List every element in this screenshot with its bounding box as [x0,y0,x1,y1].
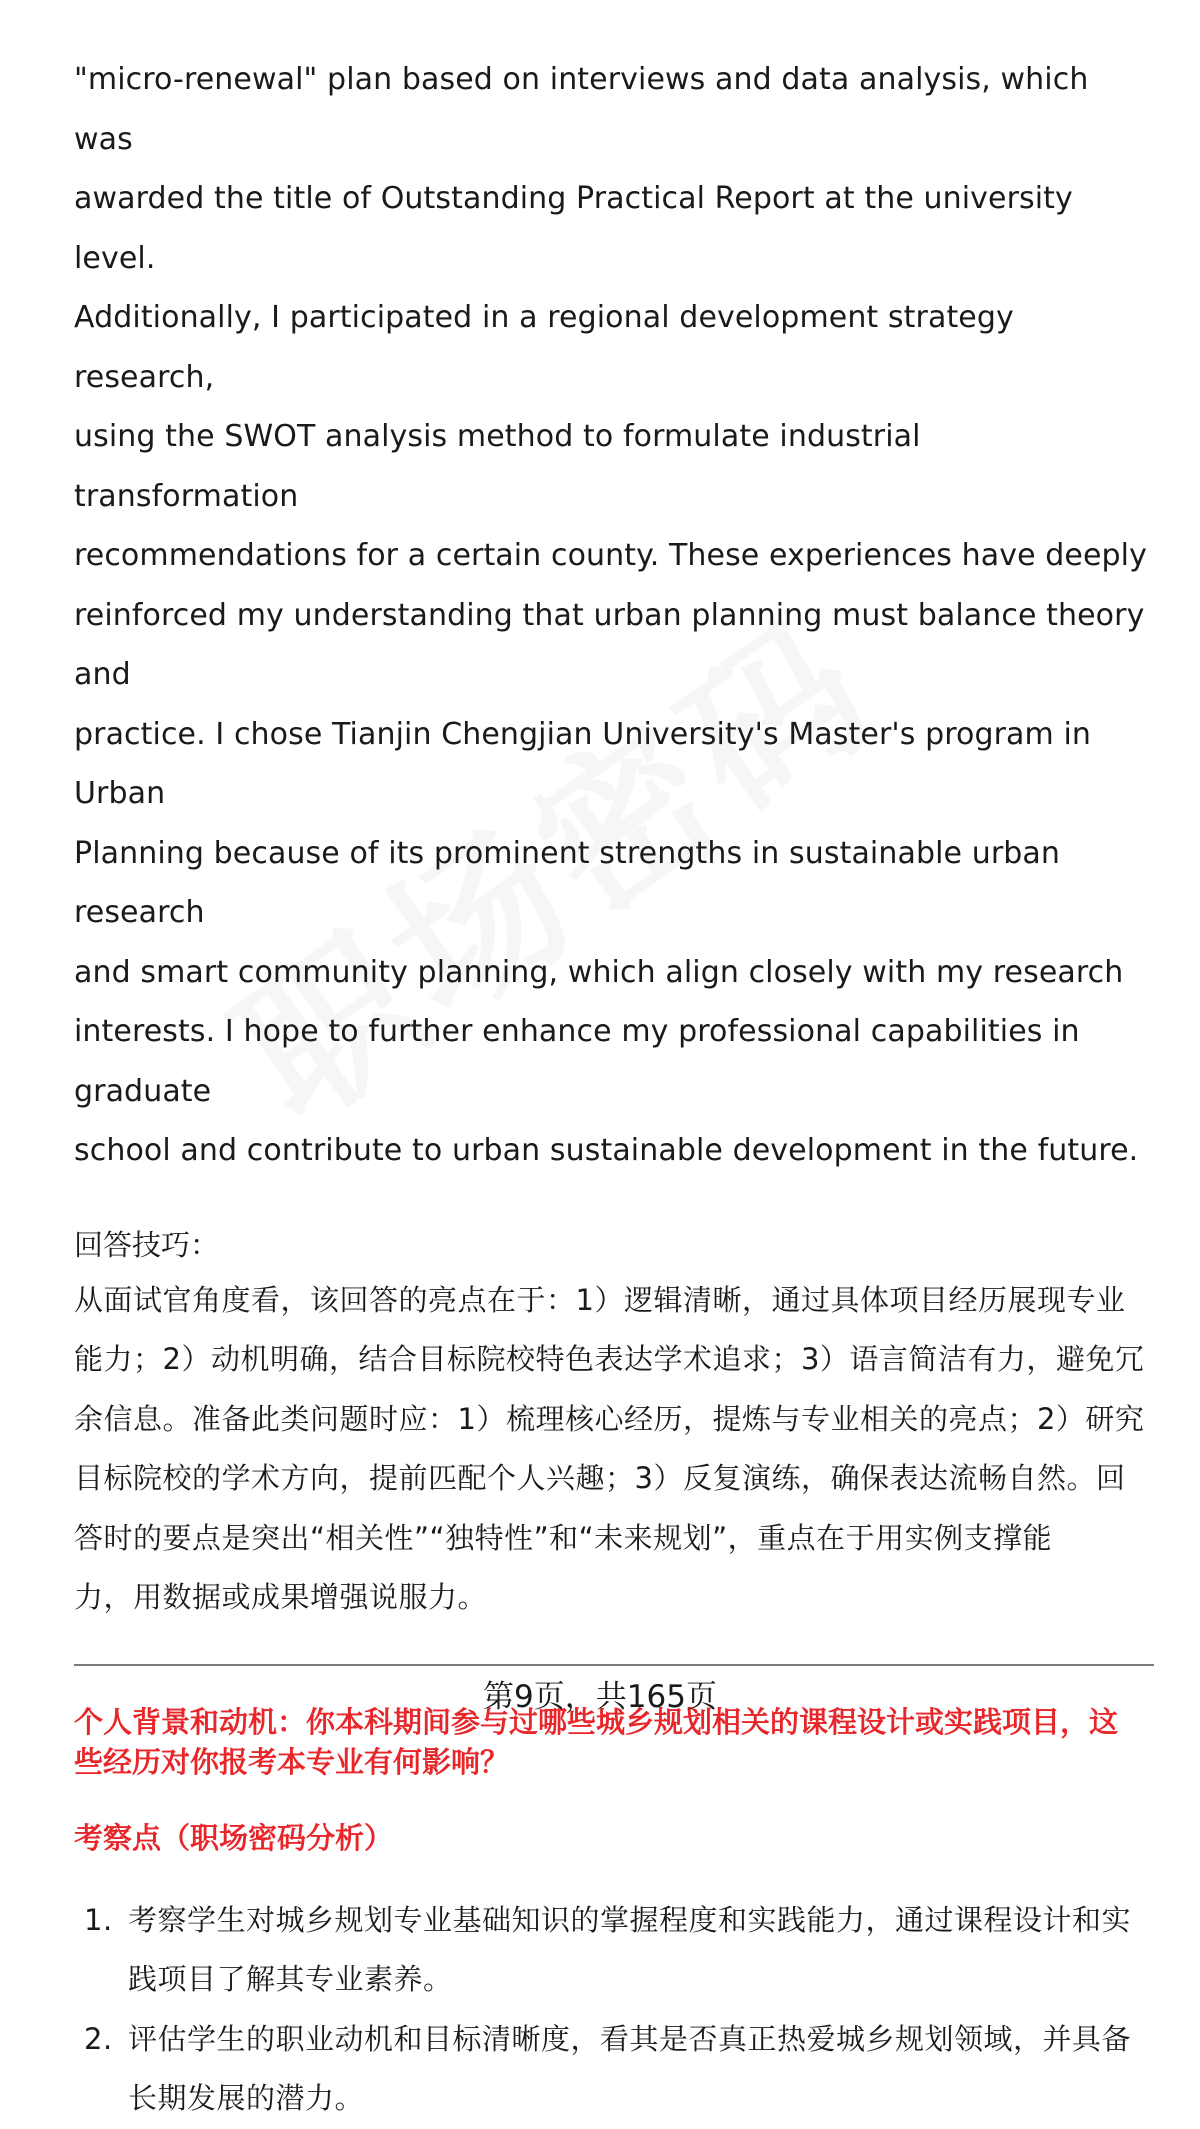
intro-line: practice. I chose Tianjin Chengjian University's Master's program in Urban [74,716,1092,811]
tips-paragraph [74,1271,1154,1628]
list-item-number: 2. [84,2021,113,2056]
document-page [74,50,1154,2129]
tips-line: 从面试官角度看，该回答的亮点在于：1）逻辑清晰，通过具体项目经历展现专业 [74,1282,1126,1317]
tips-line: 目标院校的学术方向，提前匹配个人兴趣；3）反复演练，确保表达流畅自然。回 [74,1461,1126,1495]
analysis-title: 考察点（职场密码分析） [74,1820,394,1855]
intro-line: and smart community planning, which align closely with my research [74,954,1124,990]
list-item-line: 考察学生对城乡规划专业基础知识的掌握程度和实践能力，通过课程设计和实 [128,1902,1132,1937]
tips-line: 力，用数据或成果增强说服力。 [74,1580,488,1614]
intro-line: recommendations for a certain county. These experiences have deeply [74,538,1147,573]
intro-line: reinforced my understanding that urban planning must balance theory and [74,597,1145,692]
intro-line: awarded the title of Outstanding Practical Report at the university level. [74,181,1073,276]
list-item-line: 长期发展的潜力。 [128,2081,365,2115]
list-item-line: 评估学生的职业动机和目标清晰度，看其是否真正热爱城乡规划领域，并具备 [128,2021,1132,2056]
intro-paragraph [74,50,1154,1181]
intro-line: Additionally, I participated in a regional development strategy research, [74,300,1014,395]
list-item [74,1891,1154,2010]
tips-title: 回答技巧： [74,1227,220,1262]
tips-line: 答时的要点是突出“相关性”“独特性”和“未来规划”，重点在于用实例支撑能 [74,1520,1053,1555]
question-line: 个人背景和动机：你本科期间参与过哪些城乡规划相关的课程设计或实践项目，这 [74,1704,1119,1739]
intro-line: school and contribute to urban sustainable development in the future. [74,1133,1139,1168]
intro-line: "micro-renewal" plan based on interviews and data analysis, which was [74,62,1089,157]
question-line: 些经历对你报考本专业有何影响？ [74,1744,510,1779]
intro-line: using the SWOT analysis method to formulate industrial transformation [74,419,921,514]
intro-line: Planning because of its prominent strengths in sustainable urban research [74,835,1061,930]
page-number: 第9页，共165页 [483,1679,717,1715]
intro-line: interests. I hope to further enhance my professional capabilities in graduate [74,1014,1080,1109]
analysis-list [74,1891,1154,2129]
tips-line: 余信息。准备此类问题时应：1）梳理核心经历，提炼与专业相关的亮点；2）研究 [74,1401,1145,1436]
list-item-line: 践项目了解其专业素养。 [128,1962,453,1996]
section-divider [74,1664,1154,1666]
tips-line: 能力；2）动机明确，结合目标院校特色表达学术追求；3）语言简洁有力，避免冗 [74,1342,1145,1376]
list-item [74,2010,1154,2129]
list-item-number: 1. [84,1902,113,1937]
